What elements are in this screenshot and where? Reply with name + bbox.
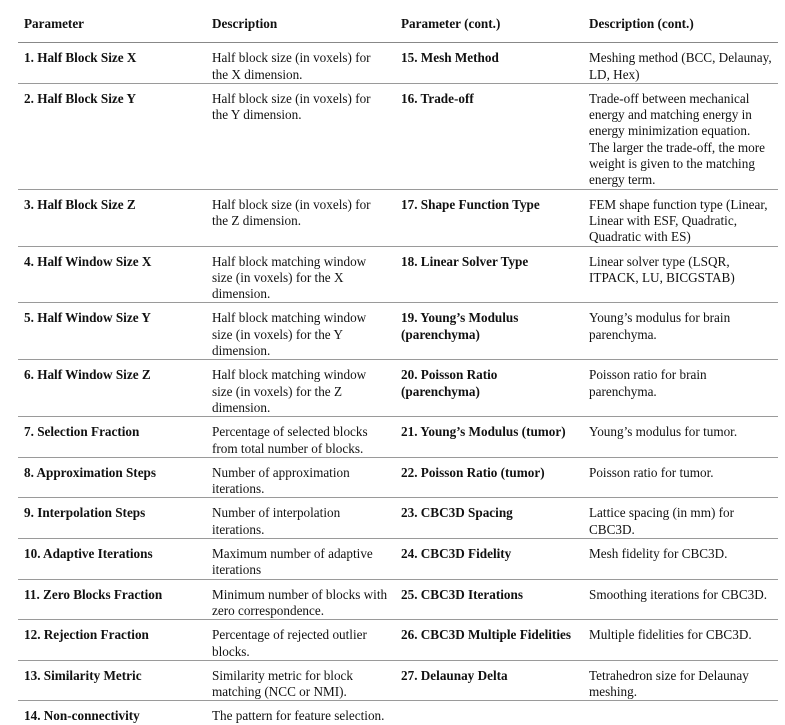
parameter-name: 7. Selection Fraction <box>18 417 206 458</box>
parameter-name: 9. Interpolation Steps <box>18 498 206 539</box>
table-row <box>18 189 778 246</box>
parameter-name: 5. Half Window Size Y <box>18 303 206 360</box>
parameter-name-cont: 22. Poisson Ratio (tumor) <box>395 457 583 498</box>
parameter-name: 12. Rejection Fraction <box>18 620 206 661</box>
table-row <box>18 43 778 84</box>
parameter-description: Maximum number of adaptive iterations <box>206 539 395 580</box>
parameter-name: 8. Approximation Steps <box>18 457 206 498</box>
parameter-name-cont: 24. CBC3D Fidelity <box>395 539 583 580</box>
table-row <box>18 83 778 189</box>
parameter-name-cont: 17. Shape Function Type <box>395 189 583 246</box>
parameter-description-cont: Multiple fidelities for CBC3D. <box>583 620 778 661</box>
parameter-name: 2. Half Block Size Y <box>18 83 206 189</box>
parameter-name: 10. Adaptive Iterations <box>18 539 206 580</box>
parameter-name-cont <box>395 701 583 725</box>
table-row <box>18 360 778 417</box>
parameter-description-cont <box>583 701 778 725</box>
parameter-description-cont: FEM shape function type (Linear, Linear with ESF, Quadratic, Quadratic with ES) <box>583 189 778 246</box>
parameter-name-cont: 20. Poisson Ratio (parenchyma) <box>395 360 583 417</box>
parameter-name: 3. Half Block Size Z <box>18 189 206 246</box>
parameter-name-cont: 18. Linear Solver Type <box>395 246 583 303</box>
parameter-name: 13. Similarity Metric <box>18 660 206 701</box>
parameter-description-cont: Young’s modulus for brain parenchyma. <box>583 303 778 360</box>
table-row <box>18 539 778 580</box>
parameter-description: Half block matching window size (in voxels) for the Y dimension. <box>206 303 395 360</box>
parameter-description-cont: Tetrahedron size for Delaunay meshing. <box>583 660 778 701</box>
table-row <box>18 701 778 725</box>
parameter-name-cont: 19. Young’s Modulus (parenchyma) <box>395 303 583 360</box>
parameter-description-cont: Linear solver type (LSQR, ITPACK, LU, BICGSTAB) <box>583 246 778 303</box>
parameter-name: 11. Zero Blocks Fraction <box>18 579 206 620</box>
parameter-description: Number of interpolation iterations. <box>206 498 395 539</box>
parameter-description: Number of approximation iterations. <box>206 457 395 498</box>
parameter-description-cont: Meshing method (BCC, Delaunay, LD, Hex) <box>583 43 778 84</box>
parameter-name-cont: 23. CBC3D Spacing <box>395 498 583 539</box>
parameter-description: Minimum number of blocks with zero correspondence. <box>206 579 395 620</box>
table-row <box>18 620 778 661</box>
parameter-name-cont: 21. Young’s Modulus (tumor) <box>395 417 583 458</box>
header-parameter-cont: Parameter (cont.) <box>395 8 583 43</box>
parameter-description-cont: Smoothing iterations for CBC3D. <box>583 579 778 620</box>
parameter-description: Half block size (in voxels) for the X dimension. <box>206 43 395 84</box>
header-description: Description <box>206 8 395 43</box>
parameter-name-cont: 27. Delaunay Delta <box>395 660 583 701</box>
table-row <box>18 498 778 539</box>
header-description-cont: Description (cont.) <box>583 8 778 43</box>
table-row <box>18 246 778 303</box>
parameter-description: Half block matching window size (in voxels) for the X dimension. <box>206 246 395 303</box>
parameter-name: 6. Half Window Size Z <box>18 360 206 417</box>
table-row <box>18 303 778 360</box>
parameter-name-cont: 26. CBC3D Multiple Fidelities <box>395 620 583 661</box>
parameter-description: Percentage of selected blocks from total number of blocks. <box>206 417 395 458</box>
parameter-description: Half block matching window size (in voxels) for the Z dimension. <box>206 360 395 417</box>
parameter-description-cont: Trade-off between mechanical energy and matching energy in energy minimization equation. The larger the trade-off, the more weight is given to the matching energy term. <box>583 83 778 189</box>
parameter-name-cont: 15. Mesh Method <box>395 43 583 84</box>
parameter-name-cont: 16. Trade-off <box>395 83 583 189</box>
table-row <box>18 417 778 458</box>
parameter-description-cont: Lattice spacing (in mm) for CBC3D. <box>583 498 778 539</box>
parameter-description-cont: Poisson ratio for tumor. <box>583 457 778 498</box>
table-row <box>18 660 778 701</box>
parameter-name: 4. Half Window Size X <box>18 246 206 303</box>
parameter-description: Half block size (in voxels) for the Y dimension. <box>206 83 395 189</box>
table-row <box>18 579 778 620</box>
parameters-table <box>18 8 778 725</box>
parameter-name-cont: 25. CBC3D Iterations <box>395 579 583 620</box>
header-row <box>18 8 778 43</box>
parameter-name: 1. Half Block Size X <box>18 43 206 84</box>
parameter-description: Percentage of rejected outlier blocks. <box>206 620 395 661</box>
parameter-description-cont: Poisson ratio for brain parenchyma. <box>583 360 778 417</box>
header-parameter: Parameter <box>18 8 206 43</box>
table-row <box>18 457 778 498</box>
parameter-description-cont: Young’s modulus for tumor. <box>583 417 778 458</box>
parameter-description-cont: Mesh fidelity for CBC3D. <box>583 539 778 580</box>
parameter-name: 14. Non-connectivity <box>24 708 140 724</box>
parameter-description: Similarity metric for block matching (NCC or NMI). <box>206 660 395 701</box>
parameter-description: The pattern for feature selection. <box>212 708 385 724</box>
parameter-description: Half block size (in voxels) for the Z dimension. <box>206 189 395 246</box>
